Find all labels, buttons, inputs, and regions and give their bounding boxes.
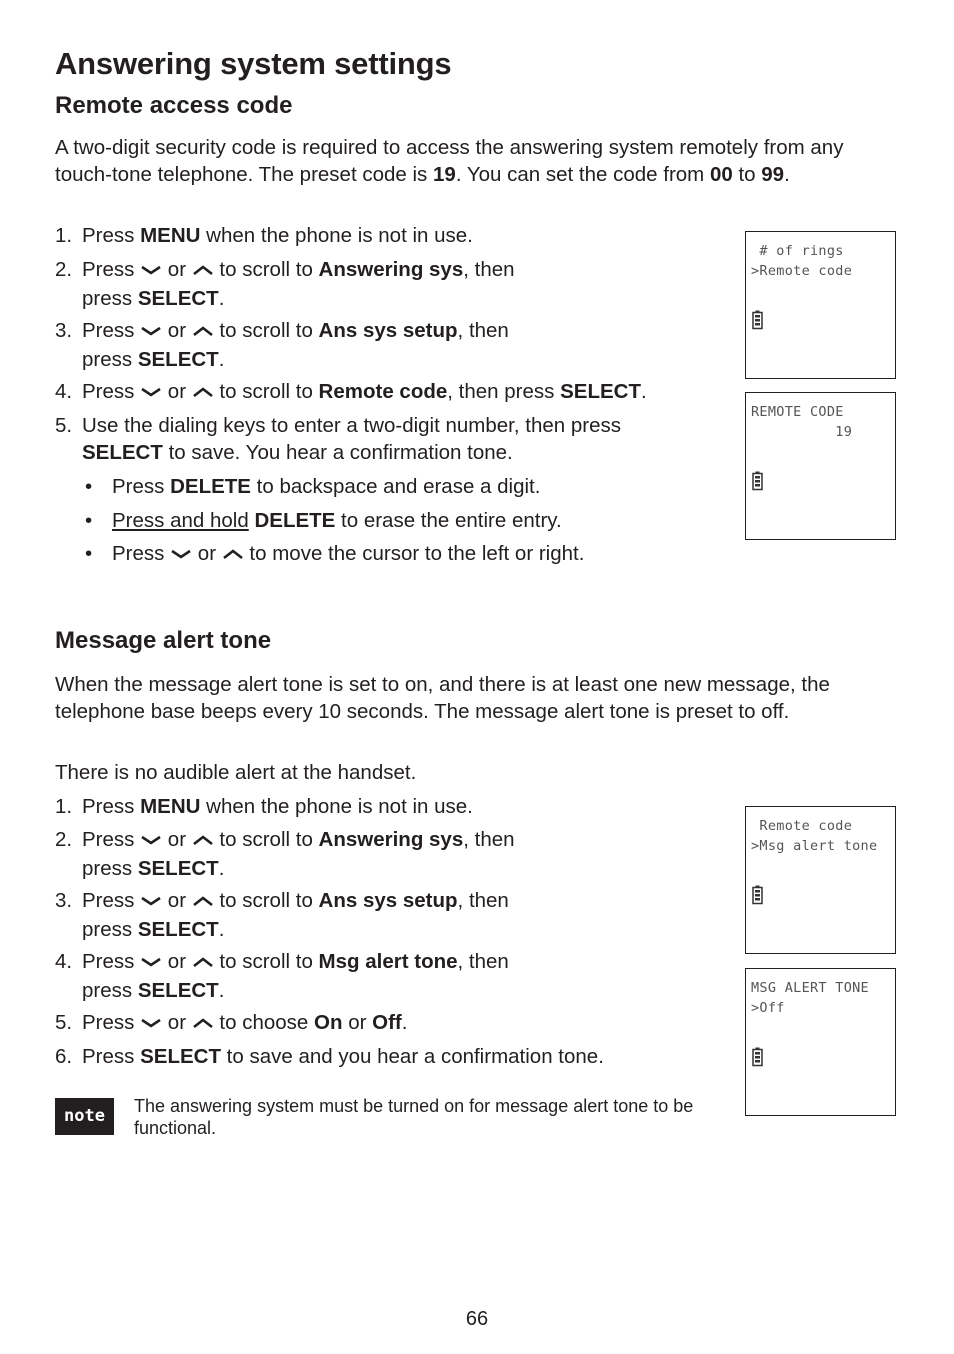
down-arrow-icon [140, 263, 162, 277]
up-arrow-icon [192, 1016, 214, 1030]
up-arrow-icon [192, 385, 214, 399]
section-heading-message-alert-tone: Message alert tone [55, 627, 272, 654]
down-arrow-icon [140, 955, 162, 969]
note-text: The answering system must be turned on for message alert tone to be functional. [134, 1096, 694, 1138]
message-alert-intro: When the message alert tone is set to on, and there is at least one new message, the telephone base beeps every 10 seconds. The message alert tone is preset to off. [55, 673, 830, 723]
battery-icon [752, 310, 763, 336]
up-arrow-icon [192, 894, 214, 908]
battery-icon [752, 885, 763, 911]
battery-icon [752, 1047, 763, 1073]
handset-screen: # of rings >Remote code [745, 231, 896, 379]
down-arrow-icon [170, 547, 192, 561]
up-arrow-icon [192, 324, 214, 338]
note-badge: note [55, 1098, 114, 1135]
down-arrow-icon [140, 894, 162, 908]
handset-screen: MSG ALERT TONE >Off [745, 968, 896, 1116]
page-title: Answering system settings [55, 46, 452, 81]
page-number: 66 [465, 1308, 489, 1330]
handset-screen: Remote code >Msg alert tone [745, 806, 896, 954]
up-arrow-icon [192, 955, 214, 969]
up-arrow-icon [192, 833, 214, 847]
down-arrow-icon [140, 385, 162, 399]
down-arrow-icon [140, 324, 162, 338]
remote-code-intro: A two-digit security code is required to access the answering system remotely from any touch-tone telephone. The preset code is 19. You can set the code from 00 to 99. [55, 136, 844, 186]
down-arrow-icon [140, 1016, 162, 1030]
battery-icon [752, 471, 763, 497]
up-arrow-icon [192, 263, 214, 277]
handset-screen: REMOTE CODE 19 [745, 392, 896, 540]
up-arrow-icon [222, 547, 244, 561]
message-alert-note-handset: There is no audible alert at the handset. [55, 761, 417, 784]
down-arrow-icon [140, 833, 162, 847]
section-heading-remote-access-code: Remote access code [55, 92, 293, 119]
